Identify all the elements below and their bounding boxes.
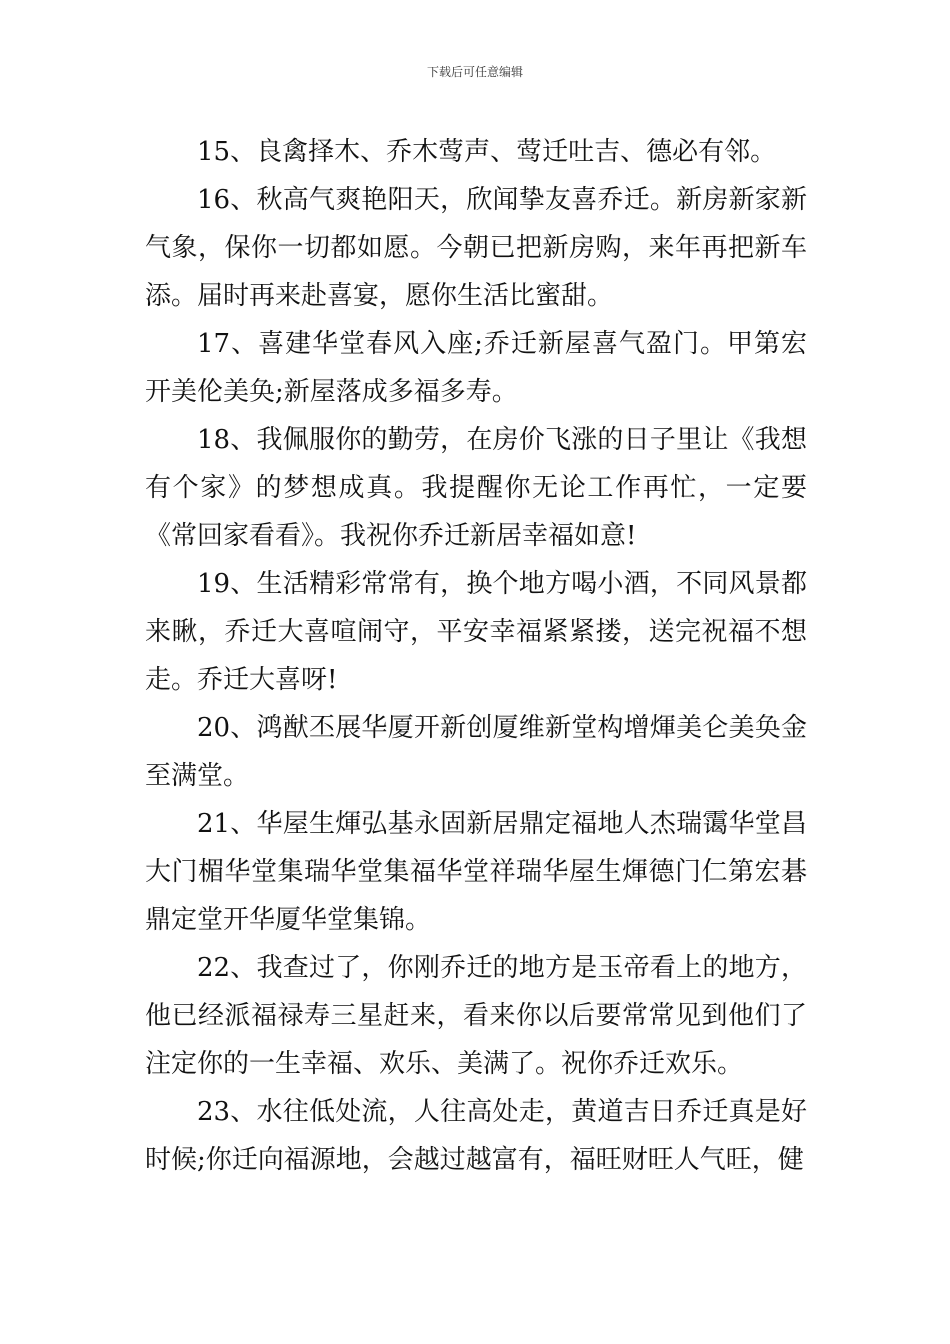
document-body	[145, 128, 807, 1184]
paragraph-16: 16、秋高气爽艳阳天，欣闻挚友喜乔迁。新房新家新气象，保你一切都如愿。今朝已把新房购，来年再把新车添。届时再来赴喜宴，愿你生活比蜜甜。	[145, 185, 807, 311]
paragraph-15: 15、良禽择木、乔木莺声、莺迁吐吉、德必有邻。	[197, 137, 777, 167]
paragraph-20: 20、鸿猷丕展华厦开新创厦维新堂构增煇美仑美奂金至满堂。	[145, 713, 807, 791]
paragraph-17: 17、喜建华堂春风入座;乔迁新屋喜气盈门。甲第宏开美伦美奂;新屋落成多福多寿。	[145, 329, 807, 407]
paragraph-23: 23、水往低处流，人往高处走，黄道吉日乔迁真是好时候;你迁向福源地，会越过越富有，福旺财旺人气旺，健	[145, 1097, 807, 1175]
paragraph-19: 19、生活精彩常常有，换个地方喝小酒，不同风景都来瞅，乔迁大喜喧闹守，平安幸福紧紧搂，送完祝福不想走。乔迁大喜呀!	[145, 569, 807, 695]
paragraph-18: 18、我佩服你的勤劳，在房价飞涨的日子里让《我想有个家》的梦想成真。我提醒你无论工作再忙，一定要《常回家看看》。我祝你乔迁新居幸福如意!	[145, 425, 807, 551]
page-header: 下载后可任意编辑	[426, 65, 523, 79]
paragraph-22: 22、我查过了，你刚乔迁的地方是玉帝看上的地方，他已经派福禄寿三星赶来，看来你以后要常常见到他们了注定你的一生幸福、欢乐、美满了。祝你乔迁欢乐。	[145, 953, 807, 1079]
paragraph-21: 21、华屋生煇弘基永固新居鼎定福地人杰瑞霭华堂昌大门楣华堂集瑞华堂集福华堂祥瑞华屋生煇德门仁第宏碁鼎定堂开华厦华堂集锦。	[145, 809, 807, 935]
